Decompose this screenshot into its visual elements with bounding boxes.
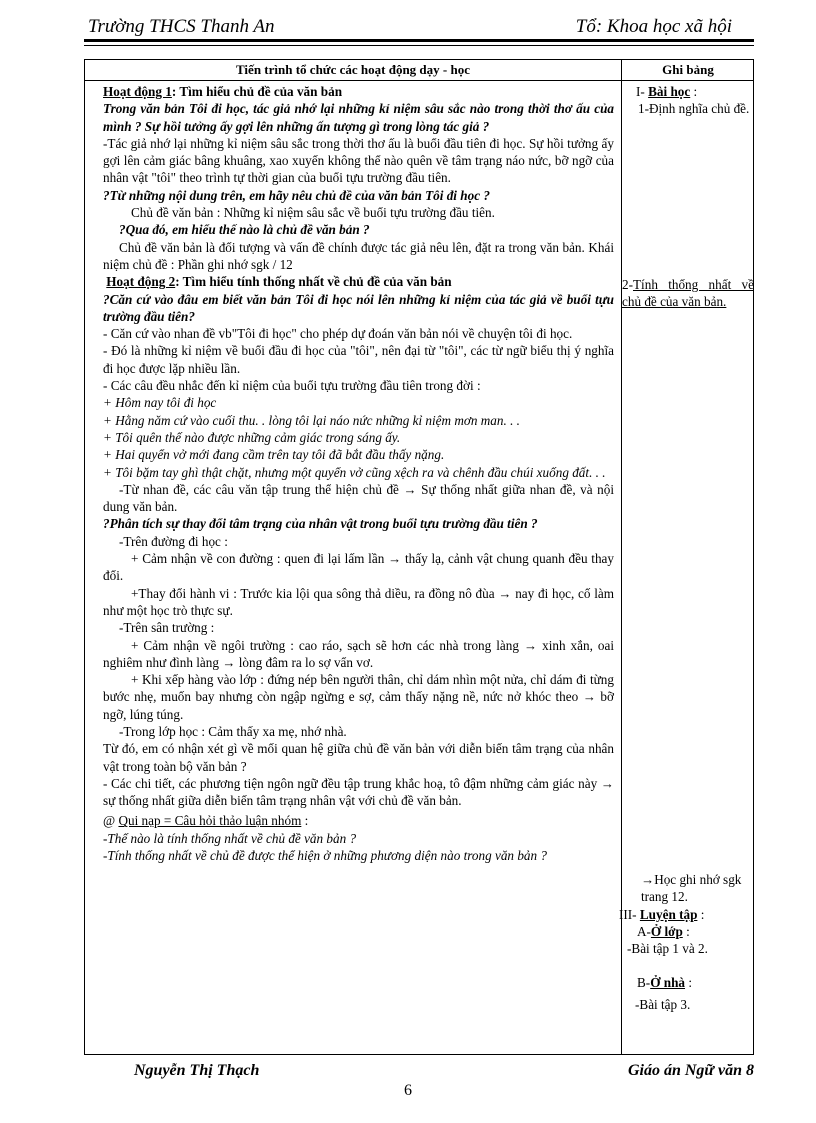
board-in-class-heading: A-Ở lớp : (637, 923, 690, 939)
question-3: ?Qua đó, em hiểu thế nào là chủ đề văn bản ? (119, 222, 370, 238)
answer-5-road: -Trên đường đi học : (119, 533, 228, 549)
page-number: 6 (404, 1082, 412, 1099)
answer-5-lining-up: + Khi xếp hàng vào lớp : đứng nép bên người thân, chỉ dám nhìn một nửa, chỉ dám đi từng bước nhẹ, muốn bay nhưng còn ngập ngừng e sợ, cảm thấy nặng nề, nức nở khóc theo → bỡ ngỡ, lúng túng. (103, 672, 614, 722)
header-rule-thin (84, 45, 754, 46)
header-rule-thick (84, 39, 754, 42)
answer-5-school-perception: + Cảm nhận về ngôi trường : cao ráo, sạch sẽ hơn các nhà trong làng → xinh xắn, oai nghiêm như đình làng → lòng đâm ra lo sợ vẩn vơ. (103, 637, 614, 670)
question-5: ?Phân tích sự thay đổi tâm trạng của nhân vật trong buổi tựu trường đầu tiên ? (103, 516, 538, 532)
board-in-class-exercises: -Bài tập 1 và 2. (627, 941, 708, 957)
column-header-activities: Tiến trình tổ chức các hoạt động dạy - học (236, 62, 470, 77)
discussion-question-1: -Thế nào là tính thống nhất về chủ đề văn bản ? (103, 830, 357, 846)
header-row-divider (85, 80, 753, 81)
answer-5-schoolyard: -Trên sân trường : (119, 620, 215, 636)
answer-4-pronoun: - Đó là những kỉ niệm về buổi đầu đi học của "tôi", nên đại từ "tôi", các từ ngữ biểu thị ý nghĩa đi học được lặp nhiều lần. (103, 343, 614, 376)
column-header-board-notes: Ghi bảng (662, 62, 714, 77)
answer-5-classroom: -Trong lớp học : Cảm thấy xa mẹ, nhớ nhà. (119, 723, 347, 739)
school-name: Trường THCS Thanh An (88, 16, 275, 37)
board-memorize-note: →Học ghi nhớ sgk trang 12. (641, 872, 742, 905)
board-section-practice (619, 871, 755, 1013)
question-2: ?Từ những nội dung trên, em hãy nêu chủ đề của văn bản Tôi đi học ? (103, 187, 490, 203)
board-practice-heading: III- Luyện tập : (619, 906, 705, 922)
answer-4-sentences: - Các câu đều nhắc đến kỉ niệm của buổi tựu trường đầu tiên trong đời : (103, 378, 481, 394)
document-title: Giáo án Ngữ văn 8 (627, 1062, 754, 1079)
quote-5: + Tôi bặm tay ghì thật chặt, nhưng một quyển vở cũng xệch ra và chênh đầu chúi xuống đất. . . (103, 464, 606, 480)
group-discussion-heading: @ Qui nạp = Câu hỏi thảo luận nhóm : (103, 813, 309, 829)
board-homework-heading: B-Ở nhà : (637, 975, 692, 991)
discussion-question-2: -Tính thống nhất về chủ đề được thể hiện ở những phương diện nào trong văn bản ? (103, 848, 547, 864)
board-homework-exercises: -Bài tập 3. (635, 996, 691, 1012)
board-section-unity (622, 276, 754, 311)
answer-3: Chủ đề văn bản là đối tượng và vấn đề chính được tác giả nêu lên, đặt ra trong văn bản. Khái niệm chủ đề : Phần ghi nhớ sgk / 12 (103, 239, 614, 272)
board-definition: 1-Định nghĩa chủ đề. (638, 101, 750, 117)
answer-6: - Các chi tiết, các phương tiện ngôn ngữ đều tập trung khắc hoạ, tô đậm những cảm giác này → sự thống nhất giữa diễn biến tâm trạng nhân vật với chủ đề văn bản. (103, 775, 614, 809)
answer-4-title: - Căn cứ vào nhan đề vb"Tôi đi học" cho phép dự đoán văn bản nói về chuyện tôi đi học. (103, 326, 573, 342)
board-lesson-heading: I- Bài học : (636, 84, 698, 99)
answer-1: -Tác giả nhớ lại những kỉ niệm sâu sắc trong thời thơ ấu là buổi đầu tiên đi học. Sự hồi tưởng ấy gợi lên cảm giác bâng khuâng, xao xuyến không thể nào quên về tâm trạng náo nức, bỡ ngỡ của nhân vật "tôi" theo trình tự thời gian của buổi tựu trường đầu tiên. (103, 135, 614, 186)
answer-5-behavior: +Thay đổi hành vi : Trước kia lội qua sông thả diều, ra đồng nô đùa → nay đi học, cố làm như một học trò thực sự. (103, 585, 614, 618)
activity-2-heading: Hoạt động 2: Tìm hiểu tính thống nhất về chủ đề của văn bản (106, 274, 452, 290)
question-1: Trong văn bản Tôi đi học, tác giả nhớ lại những kỉ niệm sâu sắc nào trong thời thơ ấu của mình ? Sự hồi tưởng ấy gợi lên những ấn tượng gì trong lòng tác giả ? (103, 101, 614, 134)
board-section-lesson (622, 83, 756, 118)
answer-4-conclusion: -Từ nhan đề, các câu văn tập trung thể hiện chủ đề → Sự thống nhất giữa nhan đề, và nội dung văn bản. (103, 481, 614, 515)
board-unity-heading: 2-Tính thống nhất về chủ đề của văn bản. (622, 277, 754, 310)
author-name: Nguyễn Thị Thạch (134, 1062, 260, 1079)
quote-1: + Hôm nay tôi đi học (103, 395, 217, 411)
question-4: ?Căn cứ vào đâu em biết văn bản Tôi đi học nói lên những kỉ niệm của tác giả về buổi tựu trường đầu tiên? (103, 291, 614, 324)
department-name: Tổ: Khoa học xã hội (575, 16, 732, 37)
question-6: Từ đó, em có nhận xét gì về mối quan hệ giữa chủ đề văn bản với diễn biến tâm trạng của nhân vật trong toàn bộ văn bản ? (103, 741, 614, 774)
page-footer (84, 1060, 754, 1084)
activity-1-heading: Hoạt động 1: Tìm hiểu chủ đề của văn bản (103, 84, 343, 99)
activities-column (103, 83, 614, 864)
answer-5-road-perception: + Cảm nhận về con đường : quen đi lại lấm lần → thấy lạ, cảnh vật chung quanh đều thay đổi. (103, 551, 614, 584)
answer-2: Chủ đề văn bản : Những kỉ niệm sâu sắc về buổi tựu trường đầu tiên. (131, 205, 495, 221)
quote-2: + Hằng năm cứ vào cuối thu. . lòng tôi lại náo nức những kỉ niệm mơn man. . . (103, 412, 520, 428)
quote-3: + Tôi quên thế nào được những cảm giác trong sáng ấy. (103, 429, 401, 445)
page-header (84, 10, 754, 40)
quote-4: + Hai quyển vở mới đang cầm trên tay tôi đã bắt đầu thấy nặng. (103, 447, 445, 463)
